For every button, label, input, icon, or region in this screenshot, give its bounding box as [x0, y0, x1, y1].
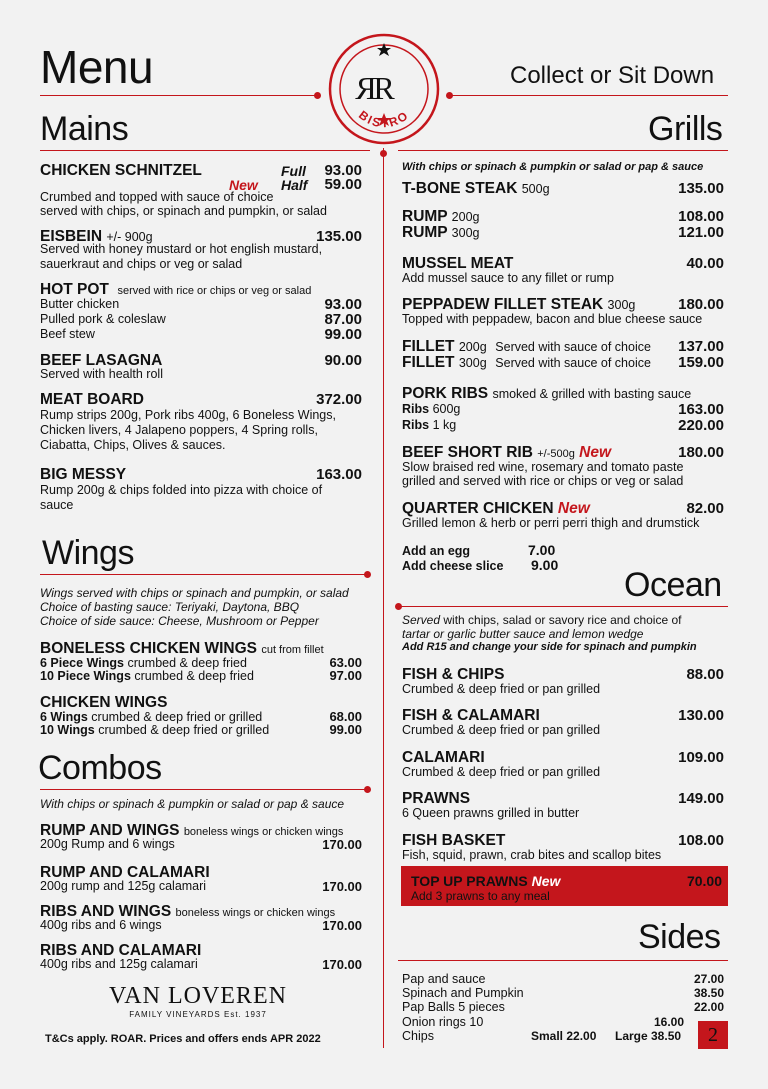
ocean-item-price: 109.00 — [678, 749, 724, 766]
shortrib-price: 180.00 — [678, 444, 724, 461]
fillet-name: FILLET 300g Served with sauce of choice — [402, 354, 651, 371]
header-rule-left — [40, 95, 320, 96]
ocean-item-desc: Crumbed & deep fried or pan grilled — [402, 723, 601, 737]
meatboard-desc: Rump strips 200g, Pork ribs 400g, 6 Boneless Wings, — [40, 408, 336, 422]
combos-heading: Combos — [38, 749, 162, 787]
ocean-intro: Add R15 and change your side for spinach and pumpkin — [402, 641, 697, 653]
fillet-price: 137.00 — [678, 338, 724, 355]
ocean-intro: tartar or garlic butter sauce and lemon wedge — [402, 627, 644, 641]
chicken-wings-name: CHICKEN WINGS — [40, 694, 168, 711]
ocean-rule — [398, 606, 728, 607]
topup-prawns-name: TOP UP PRAWNS New — [411, 873, 561, 889]
add-egg-price: 7.00 — [528, 542, 556, 558]
eisbein-name: EISBEIN +/- 900g — [40, 228, 153, 245]
add-egg-label: Add an egg — [402, 544, 471, 558]
ocean-item-name: PRAWNS — [402, 790, 471, 807]
rule-dot — [364, 786, 371, 793]
porkribs-option: Ribs 1 kg — [402, 418, 457, 432]
ocean-item-price: 88.00 — [686, 666, 724, 683]
mussel-desc: Add mussel sauce to any fillet or rump — [402, 271, 614, 285]
ocean-item-desc: Crumbed & deep fried or pan grilled — [402, 765, 601, 779]
grills-rule — [398, 150, 728, 151]
lasagna-price: 90.00 — [324, 352, 362, 369]
ocean-intro: Served with chips, salad or savory rice and choice of — [402, 613, 682, 627]
meatboard-desc: Ciabatta, Chips, Olives & sauces. — [40, 438, 226, 452]
porkribs-option: Ribs 600g — [402, 402, 461, 416]
side-item: Spinach and Pumpkin — [402, 986, 524, 1000]
rump-name: RUMP 300g — [402, 224, 480, 241]
boneless-option-price: 63.00 — [329, 655, 362, 670]
hotpot-item: Beef stew — [40, 327, 95, 341]
combo-price: 170.00 — [322, 879, 362, 894]
header-rule-right — [448, 95, 728, 96]
chips-large-price: Large 38.50 — [615, 1029, 682, 1043]
combo-desc: 200g Rump and 6 wings — [40, 837, 175, 851]
schnitzel-half-price: 59.00 — [324, 176, 362, 193]
eisbein-desc: Served with honey mustard or hot english mustard, — [40, 242, 323, 256]
fillet-name: FILLET 200g Served with sauce of choice — [402, 338, 651, 355]
svg-text:R: R — [373, 70, 395, 106]
menu-title: Menu — [40, 41, 154, 93]
peppadew-name: PEPPADEW FILLET STEAK 300g — [402, 296, 636, 313]
hotpot-item-price: 87.00 — [324, 311, 362, 328]
combos-rule — [40, 789, 370, 790]
bigmessy-price: 163.00 — [316, 466, 362, 483]
combo-name: RUMP AND WINGS boneless wings or chicken wings — [40, 822, 344, 839]
mussel-name: MUSSEL MEAT — [402, 255, 514, 272]
chips-small-price: Small 22.00 — [531, 1029, 597, 1043]
chicken-wings-option-price: 99.00 — [329, 722, 362, 737]
ocean-item-name: FISH BASKET — [402, 832, 506, 849]
combo-price: 170.00 — [322, 918, 362, 933]
rule-dot — [446, 92, 453, 99]
side-item-price: 16.00 — [654, 1015, 685, 1029]
ocean-item-desc: Crumbed & deep fried or pan grilled — [402, 682, 601, 696]
hotpot-item-price: 93.00 — [324, 296, 362, 313]
schnitzel-desc: served with chips, or spinach and pumpkin, or salad — [40, 204, 327, 218]
rule-dot — [364, 571, 371, 578]
wings-heading: Wings — [42, 534, 134, 572]
schnitzel-desc: Crumbed and topped with sauce of choice — [40, 190, 274, 204]
rule-dot — [395, 603, 402, 610]
topup-prawns-price: 70.00 — [686, 873, 722, 889]
terms-text: T&Cs apply. ROAR. Prices and offers ends APR 2022 — [45, 1033, 321, 1045]
boneless-option: 10 Piece Wings crumbed & deep fried — [40, 669, 254, 683]
ocean-item-name: FISH & CALAMARI — [402, 707, 540, 724]
bigmessy-name: BIG MESSY — [40, 466, 127, 483]
hotpot-name: HOT POT served with rice or chips or veg or salad — [40, 281, 312, 298]
side-item-price: 27.00 — [693, 972, 724, 986]
lasagna-desc: Served with health roll — [40, 367, 163, 381]
bigmessy-desc: Rump 200g & chips folded into pizza with choice of — [40, 483, 323, 497]
shortrib-desc: grilled and served with rice or chips or veg or salad — [402, 474, 684, 488]
boneless-option-price: 97.00 — [329, 668, 362, 683]
column-divider — [383, 148, 384, 1048]
ocean-heading: Ocean — [624, 566, 722, 604]
svg-text:BISTRO: BISTRO — [356, 107, 412, 131]
hotpot-item: Butter chicken — [40, 297, 120, 311]
van-loveren-logo: VAN LOVEREN — [109, 983, 287, 1009]
sides-heading: Sides — [638, 918, 721, 956]
chicken-wings-option-price: 68.00 — [329, 709, 362, 724]
topup-prawns-banner — [401, 866, 728, 906]
boneless-wings-name: BONELESS CHICKEN WINGS cut from fillet — [40, 640, 324, 657]
hotpot-item-price: 99.00 — [324, 326, 362, 343]
add-cheese-price: 9.00 — [531, 557, 559, 573]
rump-name: RUMP 200g — [402, 208, 480, 225]
ocean-item-name: FISH & CHIPS — [402, 666, 505, 683]
side-item-price: 22.00 — [693, 1000, 724, 1014]
peppadew-desc: Topped with peppadew, bacon and blue cheese sauce — [402, 312, 703, 326]
schnitzel-full-price: 93.00 — [324, 162, 362, 179]
combo-price: 170.00 — [322, 957, 362, 972]
combo-desc: 200g rump and 125g calamari — [40, 879, 207, 893]
ocean-item-price: 130.00 — [678, 707, 724, 724]
sides-rule — [398, 960, 728, 961]
eisbein-price: 135.00 — [316, 228, 362, 245]
rule-dot — [380, 150, 387, 157]
tbone-name: T-BONE STEAK 500g — [402, 180, 550, 197]
wings-intro: Choice of basting sauce: Teriyaki, Daytona, BBQ — [40, 600, 300, 614]
rump-price: 108.00 — [678, 208, 724, 225]
quarter-chicken-desc: Grilled lemon & herb or perri perri thigh and drumstick — [402, 516, 700, 530]
ocean-item-price: 149.00 — [678, 790, 724, 807]
svg-text:R: R — [355, 70, 377, 106]
shortrib-name: BEEF SHORT RIB +/-500g New — [402, 444, 612, 461]
collect-sitdown-text: Collect or Sit Down — [510, 62, 715, 89]
ocean-item-desc: 6 Queen prawns grilled in butter — [402, 806, 580, 820]
side-item: Pap Balls 5 pieces — [402, 1000, 505, 1014]
bistro-logo — [328, 33, 440, 145]
new-badge: New — [229, 177, 258, 193]
hotpot-item: Pulled pork & coleslaw — [40, 312, 166, 326]
meatboard-desc: Chicken livers, 4 Jalapeno poppers, 4 Spring rolls, — [40, 423, 318, 437]
rule-dot — [314, 92, 321, 99]
mussel-price: 40.00 — [686, 255, 724, 272]
topup-prawns-desc: Add 3 prawns to any meal — [411, 889, 550, 903]
mains-heading: Mains — [40, 110, 129, 148]
combo-name: RUMP AND CALAMARI — [40, 864, 210, 881]
ocean-item-name: CALAMARI — [402, 749, 485, 766]
combo-desc: 400g ribs and 125g calamari — [40, 957, 198, 971]
shortrib-desc: Slow braised red wine, rosemary and tomato paste — [402, 460, 684, 474]
chicken-wings-option: 10 Wings crumbed & deep fried or grilled — [40, 723, 270, 737]
grills-heading: Grills — [648, 110, 723, 148]
schnitzel-half-label: Half — [281, 177, 308, 193]
schnitzel-name: CHICKEN SCHNITZEL — [40, 162, 202, 179]
tbone-price: 135.00 — [678, 180, 724, 197]
wings-intro: Wings served with chips or spinach and pumpkin, or salad — [40, 586, 349, 600]
add-cheese-label: Add cheese slice — [402, 559, 504, 573]
porkribs-option-price: 220.00 — [678, 417, 724, 434]
porkribs-name: PORK RIBS smoked & grilled with basting sauce — [402, 385, 692, 402]
quarter-chicken-name: QUARTER CHICKEN New — [402, 500, 590, 517]
ocean-item-desc: Fish, squid, prawn, crab bites and scallop bites — [402, 848, 662, 862]
page-number: 2 — [698, 1021, 728, 1049]
boneless-option: 6 Piece Wings crumbed & deep fried — [40, 656, 247, 670]
combo-price: 170.00 — [322, 837, 362, 852]
wings-intro: Choice of side sauce: Cheese, Mushroom or Pepper — [40, 614, 319, 628]
eisbein-desc: sauerkraut and chips or veg or salad — [40, 257, 243, 271]
side-item-price: 38.50 — [693, 986, 724, 1000]
combo-desc: 400g ribs and 6 wings — [40, 918, 162, 932]
meatboard-price: 372.00 — [316, 391, 362, 408]
grills-intro: With chips or spinach & pumpkin or salad or pap & sauce — [402, 161, 704, 173]
schnitzel-full-label: Full — [281, 163, 306, 179]
ocean-item-price: 108.00 — [678, 832, 724, 849]
combos-intro: With chips or spinach & pumpkin or salad or pap & sauce — [40, 797, 345, 811]
quarter-chicken-price: 82.00 — [686, 500, 724, 517]
side-item: Chips — [402, 1029, 434, 1043]
combo-name: RIBS AND WINGS boneless wings or chicken wings — [40, 903, 336, 920]
van-loveren-tagline: FAMILY VINEYARDS Est. 1937 — [129, 1010, 267, 1019]
fillet-price: 159.00 — [678, 354, 724, 371]
mains-rule — [40, 150, 370, 151]
combo-name: RIBS AND CALAMARI — [40, 942, 202, 959]
bigmessy-desc: sauce — [40, 498, 74, 512]
side-item: Onion rings 10 — [402, 1015, 484, 1029]
peppadew-price: 180.00 — [678, 296, 724, 313]
porkribs-option-price: 163.00 — [678, 401, 724, 418]
chicken-wings-option: 6 Wings crumbed & deep fried or grilled — [40, 710, 263, 724]
lasagna-name: BEEF LASAGNA — [40, 352, 163, 369]
side-item: Pap and sauce — [402, 972, 486, 986]
rump-price: 121.00 — [678, 224, 724, 241]
meatboard-name: MEAT BOARD — [40, 391, 144, 408]
wings-rule — [40, 574, 370, 575]
